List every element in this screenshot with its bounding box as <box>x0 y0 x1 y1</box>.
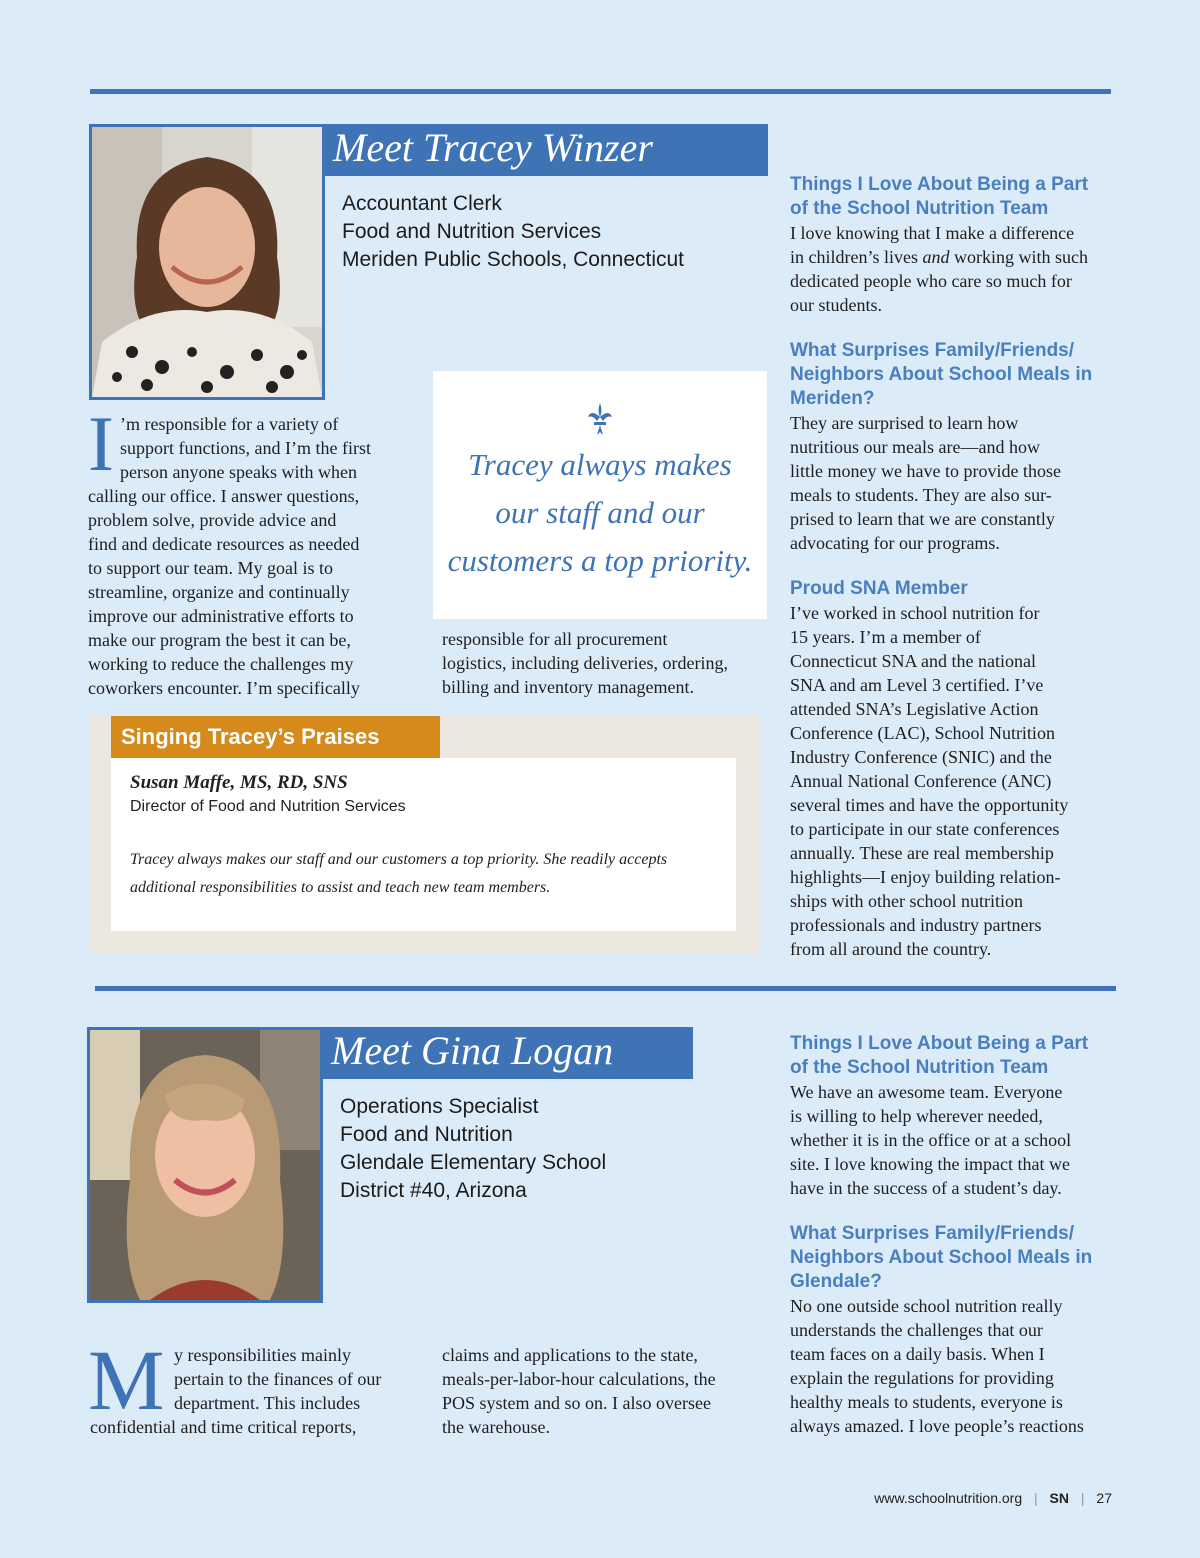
tracey-dropcap: I <box>88 400 114 487</box>
text-line: Connecticut SNA and the national <box>790 651 1036 671</box>
text-line: whether it is in the office or at a school <box>790 1130 1072 1150</box>
text-line: annually. These are real membership <box>790 843 1054 863</box>
heading-line: Proud SNA Member <box>790 578 968 599</box>
tracey-heading-sna <box>790 577 1120 601</box>
text-line: SNA and am Level 3 certified. I’ve <box>790 675 1044 695</box>
text-line: prised to learn that we are constantly <box>790 509 1055 529</box>
text-line: support functions, and I’m the first <box>120 438 371 458</box>
text-line: Tracey always makes our staff and our customers a top priority. She readily accepts <box>130 851 668 868</box>
text-line: POS system and so on. I also oversee <box>442 1393 711 1413</box>
tracey-name-title: Meet Tracey Winzer <box>333 125 653 170</box>
pull-quote-text: Tracey always makes our staff and our customers a top priority. <box>447 447 753 578</box>
text-line: improve our administrative efforts to <box>88 606 354 626</box>
fleur-ornament-icon <box>433 401 767 437</box>
text-line: additional responsibilities to assist and teach new team members. <box>130 879 551 896</box>
text-line: always amazed. I love people’s reactions <box>790 1416 1084 1436</box>
gina-name-bar <box>321 1027 693 1079</box>
text-line: highlights—I enjoy building relation- <box>790 867 1061 887</box>
gina-para-surprise <box>790 1294 1120 1438</box>
text-line: understands the challenges that our <box>790 1320 1043 1340</box>
gina-heading-surprise <box>790 1222 1120 1294</box>
tracey-right-column <box>790 173 1120 961</box>
text-line: attended SNA’s Legislative Action <box>790 699 1039 719</box>
tracey-name-bar <box>323 124 768 176</box>
text-line: make our program the best it can be, <box>88 630 351 650</box>
emphasis-text: and <box>922 247 950 267</box>
text-line: Conference (LAC), School Nutrition <box>790 723 1055 743</box>
text-line: Industry Conference (SNIC) and the <box>790 747 1052 767</box>
footer-magazine: SN <box>1049 1490 1069 1506</box>
tracey-heading-surprise <box>790 339 1120 411</box>
gina-dropcap: M <box>88 1332 165 1428</box>
text-line: problem solve, provide advice and <box>88 510 337 530</box>
heading-line: Things I Love About Being a Part <box>790 1033 1089 1054</box>
text-line: responsible for all procurement <box>442 629 668 649</box>
footer-url: www.schoolnutrition.org <box>874 1490 1023 1506</box>
pull-quote-box <box>433 371 767 619</box>
tracey-heading-love <box>790 173 1120 221</box>
tracey-role <box>342 190 684 274</box>
text-line: billing and inventory management. <box>442 677 694 697</box>
gina-heading-love <box>790 1032 1120 1080</box>
tracey-para-love <box>790 221 1120 317</box>
text-line: nutritious our meals are—and how <box>790 437 1040 457</box>
page-number: 27 <box>1096 1490 1112 1506</box>
heading-line: Glendale? <box>790 1271 882 1292</box>
heading-line: of the School Nutrition Team <box>790 198 1049 219</box>
text-span: in children’s lives <box>790 247 918 267</box>
gina-role <box>340 1093 606 1205</box>
text-line: site. I love knowing the impact that we <box>790 1154 1070 1174</box>
text-line: professionals and industry partners <box>790 915 1042 935</box>
text-line: explain the regulations for providing <box>790 1368 1054 1388</box>
text-line: claims and applications to the state, <box>442 1345 698 1365</box>
top-divider <box>90 89 1111 94</box>
gina-photo <box>87 1027 323 1303</box>
text-line: is willing to help wherever needed, <box>790 1106 1043 1126</box>
text-span: working with such <box>953 247 1088 267</box>
text-line: No one outside school nutrition really <box>790 1296 1063 1316</box>
heading-line: Things I Love About Being a Part <box>790 174 1089 195</box>
praises-tab <box>111 716 440 758</box>
text-line: 15 years. I’m a member of <box>790 627 981 647</box>
gina-intro-col2 <box>442 1343 762 1439</box>
text-line: the warehouse. <box>442 1417 550 1437</box>
text-line: department. This includes <box>174 1393 361 1413</box>
text-line: to participate in our state conferences <box>790 819 1060 839</box>
text-line: healthy meals to students, everyone is <box>790 1392 1063 1412</box>
text-line: streamline, organize and continually <box>88 582 350 602</box>
text-line: confidential and time critical reports, <box>90 1417 357 1437</box>
tracey-intro-col2 <box>442 627 762 699</box>
text-line: have in the success of a student’s day. <box>790 1178 1062 1198</box>
heading-line: of the School Nutrition Team <box>790 1057 1049 1078</box>
tracey-intro-col1 <box>88 412 418 700</box>
tracey-para-sna <box>790 601 1120 961</box>
praises-card <box>111 758 736 931</box>
heading-line: Neighbors About School Meals in <box>790 364 1093 385</box>
tracey-photo <box>89 124 325 400</box>
text-line: team faces on a daily basis. When I <box>790 1344 1045 1364</box>
text-line: advocating for our programs. <box>790 533 1000 553</box>
gina-para-love <box>790 1080 1120 1200</box>
text-line: logistics, including deliveries, ordering, <box>442 653 728 673</box>
text-line: I love knowing that I make a difference <box>790 223 1075 243</box>
text-line: calling our office. I answer questions, <box>88 486 360 506</box>
text-line: Annual National Conference (ANC) <box>790 771 1052 791</box>
heading-line: What Surprises Family/Friends/ <box>790 340 1075 361</box>
text-line: coworkers encounter. I’m specifically <box>88 678 360 698</box>
text-line: meals-per-labor-hour calculations, the <box>442 1369 716 1389</box>
text-line: little money we have to provide those <box>790 461 1061 481</box>
text-line: person anyone speaks with when <box>120 462 357 482</box>
text-line: dedicated people who care so much for <box>790 271 1072 291</box>
page-footer <box>874 1490 1112 1506</box>
text-line: They are surprised to learn how <box>790 413 1019 433</box>
heading-line: Neighbors About School Meals in <box>790 1247 1093 1268</box>
text-line: from all around the country. <box>790 939 992 959</box>
text-line: ’m responsible for a variety of <box>120 414 339 434</box>
praises-tab-title: Singing Tracey’s Praises <box>121 724 380 749</box>
text-line: our students. <box>790 295 882 315</box>
role-line: District #40, Arizona <box>340 1179 527 1202</box>
praise-person-title: Director of Food and Nutrition Services <box>130 798 406 815</box>
role-line: Food and Nutrition Services <box>342 220 602 243</box>
role-line: Operations Specialist <box>340 1095 539 1118</box>
role-line: Glendale Elementary School <box>340 1151 607 1174</box>
role-line: Accountant Clerk <box>342 192 502 215</box>
role-line: Food and Nutrition <box>340 1123 513 1146</box>
footer-separator: | <box>1080 1490 1085 1506</box>
text-line: y responsibilities mainly <box>174 1345 351 1365</box>
text-line: to support our team. My goal is to <box>88 558 333 578</box>
text-line <box>790 245 1120 269</box>
gina-name-title: Meet Gina Logan <box>331 1028 614 1073</box>
text-line: meals to students. They are also sur- <box>790 485 1052 505</box>
text-line: find and dedicate resources as needed <box>88 534 360 554</box>
role-line: Meriden Public Schools, Connecticut <box>342 248 685 271</box>
text-line: I’ve worked in school nutrition for <box>790 603 1040 623</box>
heading-line: What Surprises Family/Friends/ <box>790 1223 1075 1244</box>
praise-quote <box>130 846 667 902</box>
text-line: several times and have the opportunity <box>790 795 1069 815</box>
tracey-para-surprise <box>790 411 1120 555</box>
middle-divider <box>95 986 1116 991</box>
footer-separator: | <box>1034 1490 1038 1506</box>
gina-right-column <box>790 1032 1120 1438</box>
praise-person-name: Susan Maffe, MS, RD, SNS <box>130 772 348 793</box>
text-line: pertain to the finances of our <box>174 1369 382 1389</box>
text-line: We have an awesome team. Everyone <box>790 1082 1063 1102</box>
text-line: working to reduce the challenges my <box>88 654 354 674</box>
gina-intro-col1 <box>90 1343 420 1439</box>
text-line: ships with other school nutrition <box>790 891 1023 911</box>
heading-line: Meriden? <box>790 388 875 409</box>
